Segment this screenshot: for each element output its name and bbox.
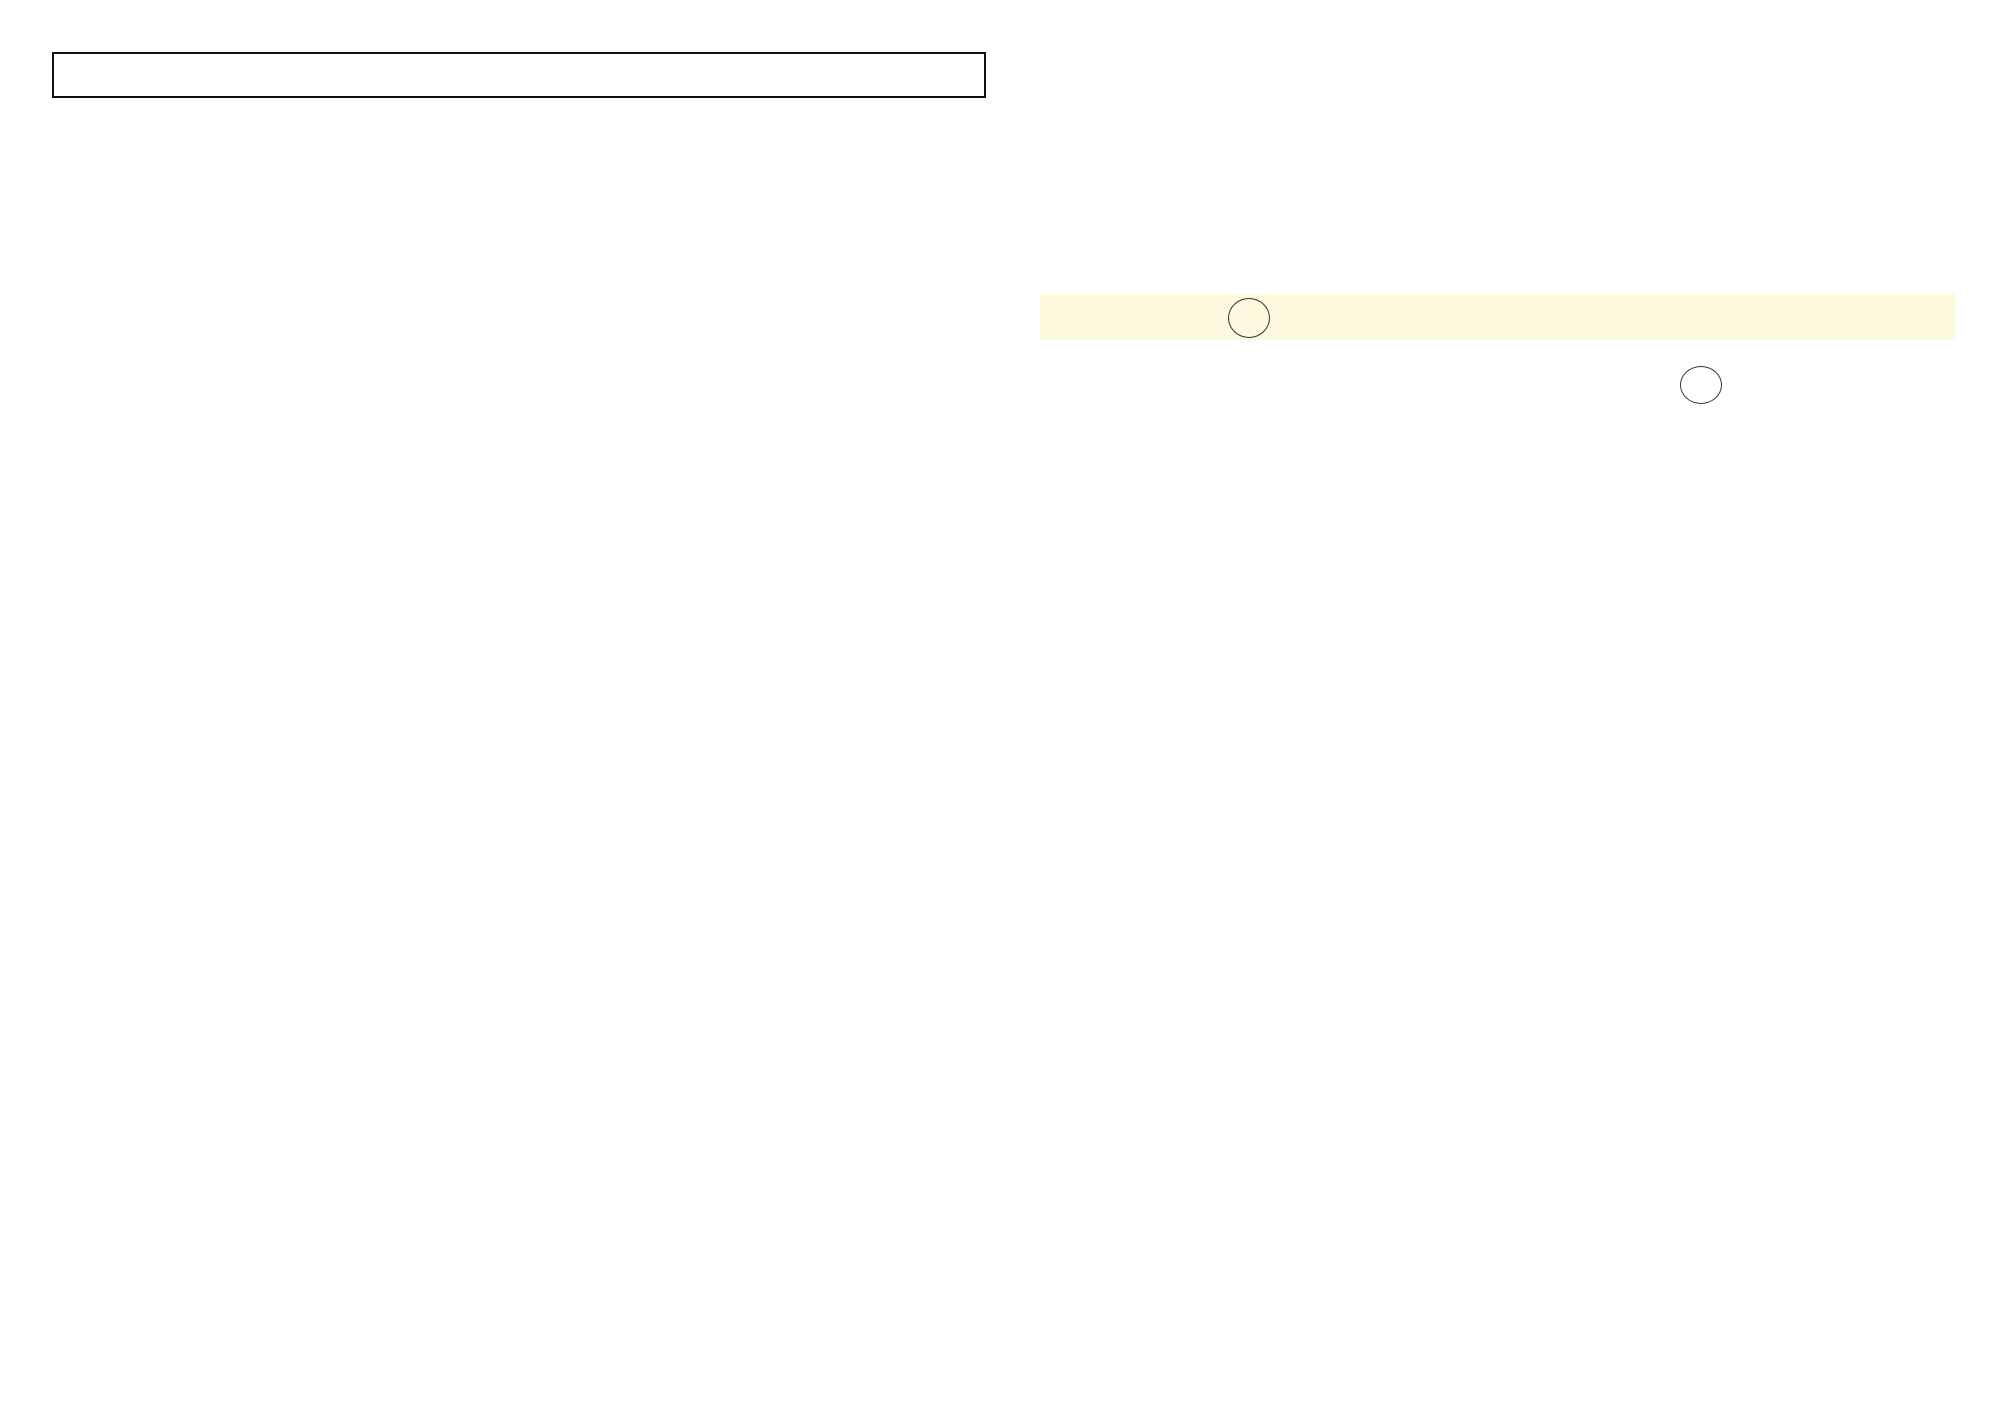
selected-circle-mark — [1228, 298, 1270, 338]
ok-circle-mark — [1680, 366, 1722, 404]
page-title — [52, 52, 986, 98]
section4-options — [1040, 294, 1955, 340]
